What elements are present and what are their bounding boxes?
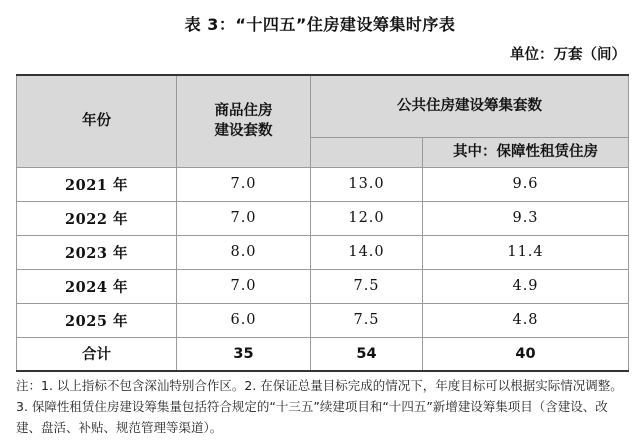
total-public: 54 [311,337,423,371]
header-year: 年份 [17,75,177,167]
cell-public: 12.0 [311,201,423,235]
table-row [17,167,629,201]
table-row [17,303,629,337]
cell-subsidized: 9.6 [423,167,629,201]
footnote: 注：1. 以上指标不包含深汕特别合作区。2. 在保证总量目标完成的情况下，年度目标可以根据实际情况调整。3. 保障性租赁住房建设筹集量包括符合规定的“十三五”续建项目和“十四五”新增建设筹集项目（含建设、改建、盘活、补贴、规范管理等渠道）。 [16,378,623,435]
cell-subsidized: 4.9 [423,269,629,303]
header-public: 公共住房建设筹集套数 [311,75,629,137]
table-row [17,235,629,269]
cell-year: 2021 年 [17,167,177,201]
cell-year: 2022 年 [17,201,177,235]
table-title: 表 3：“十四五”住房建设筹集时序表 [184,15,456,34]
total-commercial: 35 [177,337,311,371]
header-public-blank [311,137,423,167]
cell-subsidized: 9.3 [423,201,629,235]
cell-subsidized: 11.4 [423,235,629,269]
cell-public: 7.5 [311,269,423,303]
total-row [17,337,629,371]
cell-year: 2024 年 [17,269,177,303]
housing-schedule-table [16,74,629,372]
cell-public: 14.0 [311,235,423,269]
cell-commercial: 6.0 [177,303,311,337]
cell-commercial: 7.0 [177,167,311,201]
cell-year: 2023 年 [17,235,177,269]
cell-public: 7.5 [311,303,423,337]
table-row [17,269,629,303]
header-subsidized: 其中：保障性租赁住房 [423,137,629,167]
cell-commercial: 7.0 [177,269,311,303]
total-label: 合计 [17,337,177,371]
cell-subsidized: 4.8 [423,303,629,337]
cell-commercial: 8.0 [177,235,311,269]
header-commercial: 商品住房 建设套数 [177,75,311,167]
cell-year: 2025 年 [17,303,177,337]
unit-label: 单位：万套（间） [510,47,626,63]
total-subsidized: 40 [423,337,629,371]
table-row [17,201,629,235]
cell-commercial: 7.0 [177,201,311,235]
cell-public: 13.0 [311,167,423,201]
